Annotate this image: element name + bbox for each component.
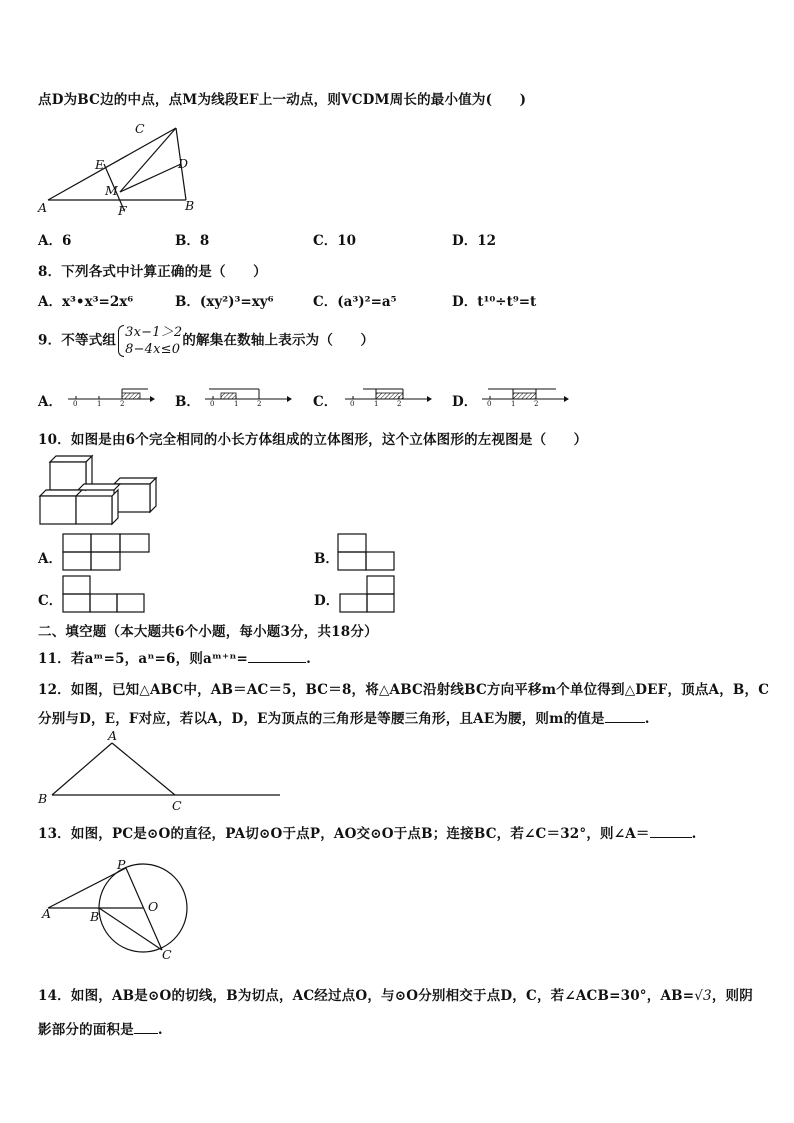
q9-numberline-c	[343, 385, 433, 413]
q13-label-b: B	[90, 909, 100, 924]
q10-option-b[interactable]: B．	[314, 551, 339, 567]
q10-option-a[interactable]: A．	[38, 551, 62, 567]
q12-answer-blank[interactable]	[605, 710, 645, 723]
q9-suffix: 的解集在数轴上表示为（ ）	[182, 332, 375, 349]
q10-option-b-view	[337, 533, 397, 573]
q13-stem	[38, 822, 697, 842]
q9d-tick-1: 1	[511, 400, 516, 408]
q14-answer-blank[interactable]	[134, 1021, 158, 1034]
q7-label-b: B	[185, 198, 195, 213]
q12-line2: 分别与D，E，F对应，若以A，D，E为顶点的三角形是等腰三角形，且AE为腰，则m的值是	[38, 711, 605, 727]
q7-label-c: C	[135, 121, 145, 136]
q7-label-m: M	[105, 183, 118, 198]
section2-title: 二、填空题（本大题共6个小题，每小题3分，共18分）	[38, 624, 378, 640]
q13-circle-figure	[38, 856, 198, 966]
q9a-shaded	[122, 393, 140, 399]
q10-solid-figure	[38, 452, 163, 527]
q10-option-c-view	[62, 575, 152, 615]
q9c-tick-1: 1	[374, 400, 379, 408]
q14-end: .	[157, 1022, 163, 1038]
q9d-shaded	[513, 393, 536, 399]
q9-option-d[interactable]: D．	[452, 394, 478, 410]
q10-option-c[interactable]: C．	[38, 593, 63, 609]
q8-stem: 8．下列各式中计算正确的是（ ）	[38, 264, 267, 280]
q9-ineq-2: 8−4x≤0	[125, 342, 181, 357]
q10-option-a-view	[62, 533, 152, 573]
q8-option-d[interactable]: D．t¹⁰÷t⁹=t	[452, 294, 537, 310]
q9b-tick-1: 1	[234, 400, 239, 408]
q9-numberline-d	[480, 385, 570, 413]
q12-side-ab	[52, 743, 112, 795]
q13-label-a: A	[42, 906, 52, 921]
q7-label-a: A	[38, 200, 48, 215]
q11-text: 11．若aᵐ=5，aⁿ=6，则aᵐ⁺ⁿ=	[38, 651, 249, 667]
q11-stem	[38, 647, 311, 667]
q7-label-d: D	[178, 156, 189, 171]
q9c-tick-0: 0	[350, 400, 355, 408]
q14-line1: 14．如图，AB是⊙O的切线，B为切点，AC经过点O，与⊙O分别相交于点D，C，若∠ACB=30°，AB=	[38, 988, 695, 1004]
q9-option-b[interactable]: B．	[175, 394, 200, 410]
q14-line1-wrap	[38, 984, 753, 1004]
q9b-tick-2: 2	[257, 400, 262, 408]
q12-line2-wrap	[38, 707, 650, 727]
q7-option-d[interactable]: D．12	[452, 233, 496, 249]
q13-label-o: O	[148, 899, 159, 914]
q12-end: .	[644, 711, 650, 727]
q13-tangent-pa	[48, 868, 126, 908]
q13-answer-blank[interactable]	[650, 825, 692, 838]
q12-label-c: C	[172, 798, 182, 813]
q9-ineq-1: 3x−1＞2	[125, 325, 183, 340]
q9b-tick-0: 0	[210, 400, 215, 408]
q7-option-a[interactable]: A．6	[38, 233, 72, 249]
q9-inequality-system	[116, 324, 182, 358]
q9a-tick-2: 2	[120, 400, 125, 408]
q10-option-d[interactable]: D．	[314, 593, 340, 609]
q9-stem	[38, 324, 374, 358]
q10-option-d-view	[339, 575, 399, 615]
q14-sqrt3: √3	[694, 988, 712, 1004]
q8-option-c[interactable]: C．(a³)²=a⁵	[313, 294, 397, 310]
q9c-shaded	[376, 393, 403, 399]
q12-line1: 12．如图，已知△ABC中，AB＝AC＝5，BC＝8，将△ABC沿射线BC方向平移m个单位得到△DEF，顶点A，B，C	[38, 682, 770, 698]
q10-stem: 10．如图是由6个完全相同的小长方体组成的立体图形，这个立体图形的左视图是（ ）	[38, 432, 588, 448]
q7-option-b[interactable]: B．8	[175, 233, 210, 249]
q14-line2-wrap	[38, 1018, 163, 1038]
q9-numberline-b	[203, 385, 293, 413]
q7-segment-mc	[120, 128, 176, 192]
q9a-tick-1: 1	[97, 400, 102, 408]
q8-option-a[interactable]: A．x³•x³=2x⁶	[38, 294, 134, 310]
q12-label-b: B	[38, 791, 48, 806]
q7-label-f: F	[118, 203, 127, 218]
q13-label-c: C	[162, 947, 172, 962]
q11-end: .	[306, 651, 311, 667]
q13-text: 13．如图，PC是⊙O的直径，PA切⊙O于点P，AO交⊙O于点B；连接BC，若∠C＝32°，则∠A＝	[38, 826, 650, 842]
q9b-shaded	[221, 393, 236, 399]
q12-side-ac	[112, 743, 175, 795]
q13-label-p: P	[117, 857, 126, 872]
q12-triangle-figure	[40, 735, 285, 805]
q9d-tick-0: 0	[487, 400, 492, 408]
q9c-tick-2: 2	[397, 400, 402, 408]
q9-numberline-a	[66, 385, 156, 413]
q14-line2: 影部分的面积是	[38, 1022, 134, 1038]
q9-prefix: 9．不等式组	[38, 332, 117, 349]
q9-option-a[interactable]: A．	[38, 394, 62, 410]
q9-option-c[interactable]: C．	[313, 394, 338, 410]
q8-option-b[interactable]: B．(xy²)³=xy⁶	[175, 294, 274, 310]
q13-end: .	[691, 826, 697, 842]
q7-stem: 点D为BC边的中点，点M为线段EF上一动点，则VCDM周长的最小值为( )	[38, 92, 527, 108]
q7-label-e: E	[95, 157, 105, 172]
q9a-tick-0: 0	[73, 400, 78, 408]
q9d-tick-2: 2	[534, 400, 539, 408]
q14-line1-end: ，则阴	[711, 988, 753, 1004]
q11-answer-blank[interactable]	[248, 650, 306, 663]
q7-segment-md	[120, 164, 181, 192]
q7-option-c[interactable]: C．10	[313, 233, 357, 249]
q12-label-a: A	[108, 728, 118, 743]
